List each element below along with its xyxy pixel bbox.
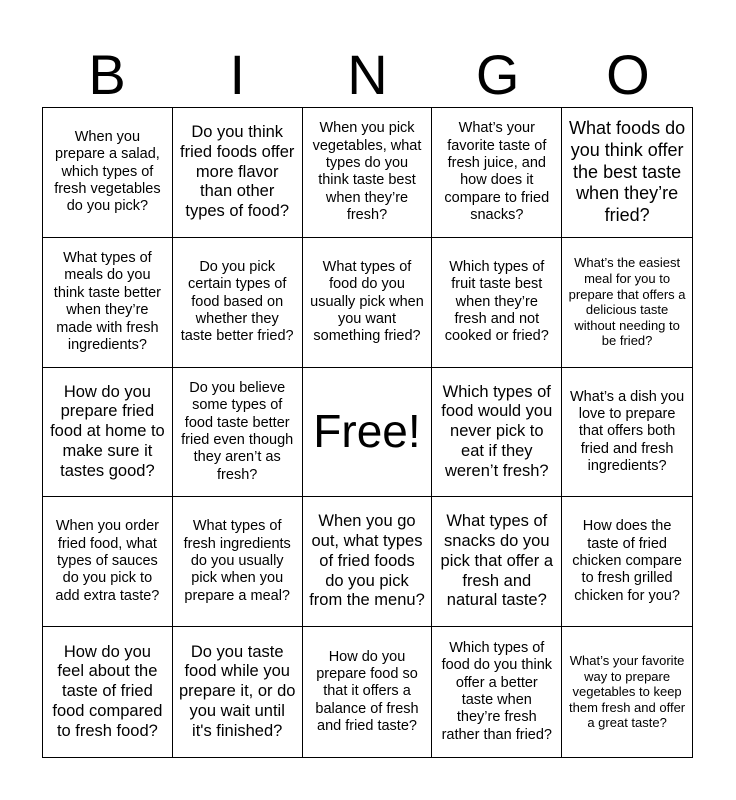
bingo-cell[interactable]: Do you believe some types of food taste better fried even though they aren’t as fresh? — [173, 368, 303, 498]
bingo-board — [42, 107, 693, 758]
bingo-cell[interactable]: When you order fried food, what types of sauces do you pick to add extra taste? — [43, 497, 173, 627]
bingo-cell[interactable]: What types of food do you usually pick when you want something fried? — [303, 238, 433, 368]
bingo-header — [42, 44, 693, 106]
bingo-cell[interactable]: When you go out, what types of fried foods do you pick from the menu? — [303, 497, 433, 627]
bingo-cell[interactable]: Do you taste food while you prepare it, or do you wait until it's finished? — [173, 627, 303, 757]
header-letter-i: I — [229, 43, 246, 106]
bingo-cell[interactable]: How do you prepare food so that it offers a balance of fresh and fried taste? — [303, 627, 433, 757]
bingo-cell[interactable]: What’s your favorite way to prepare vegetables to keep them fresh and offer a great taste? — [569, 653, 686, 731]
header-letter-n: N — [347, 43, 388, 106]
bingo-cell[interactable]: What types of fresh ingredients do you usually pick when you prepare a meal? — [173, 497, 303, 627]
bingo-cell[interactable]: When you prepare a salad, which types of fresh vegetables do you pick? — [43, 108, 173, 238]
header-letter-b: B — [88, 43, 126, 106]
bingo-cell[interactable]: What’s a dish you love to prepare that offers both fried and fresh ingredients? — [562, 368, 692, 498]
header-letter-o: O — [606, 43, 650, 106]
bingo-cell[interactable]: What foods do you think offer the best taste when they’re fried? — [562, 108, 692, 238]
bingo-cell[interactable]: Which types of food do you think offer a better taste when they’re fresh rather than fried? — [432, 627, 562, 757]
bingo-cell[interactable]: When you pick vegetables, what types do you think taste best when they’re fresh? — [303, 108, 433, 238]
free-space-cell[interactable]: Free! — [303, 368, 433, 498]
bingo-cell[interactable]: How do you feel about the taste of fried food compared to fresh food? — [43, 627, 173, 757]
bingo-cell[interactable]: Which types of fruit taste best when they’re fresh and not cooked or fried? — [432, 238, 562, 368]
bingo-cell[interactable]: What’s your favorite taste of fresh juice, and how does it compare to fried snacks? — [432, 108, 562, 238]
bingo-cell[interactable]: Which types of food would you never pick to eat if they weren’t fresh? — [432, 368, 562, 498]
bingo-cell[interactable]: What types of snacks do you pick that offer a fresh and natural taste? — [432, 497, 562, 627]
bingo-cell[interactable]: How does the taste of fried chicken compare to fresh grilled chicken for you? — [562, 497, 692, 627]
bingo-cell[interactable]: Do you pick certain types of food based on whether they taste better fried? — [173, 238, 303, 368]
bingo-cell[interactable]: Do you think fried foods offer more flavor than other types of food? — [173, 108, 303, 238]
header-letter-g: G — [475, 43, 520, 106]
bingo-cell[interactable]: How do you prepare fried food at home to make sure it tastes good? — [43, 368, 173, 498]
bingo-cell[interactable]: What types of meals do you think taste better when they’re made with fresh ingredients? — [43, 238, 173, 368]
bingo-cell[interactable]: What’s the easiest meal for you to prepare that offers a delicious taste without needing to be fried? — [562, 238, 692, 368]
